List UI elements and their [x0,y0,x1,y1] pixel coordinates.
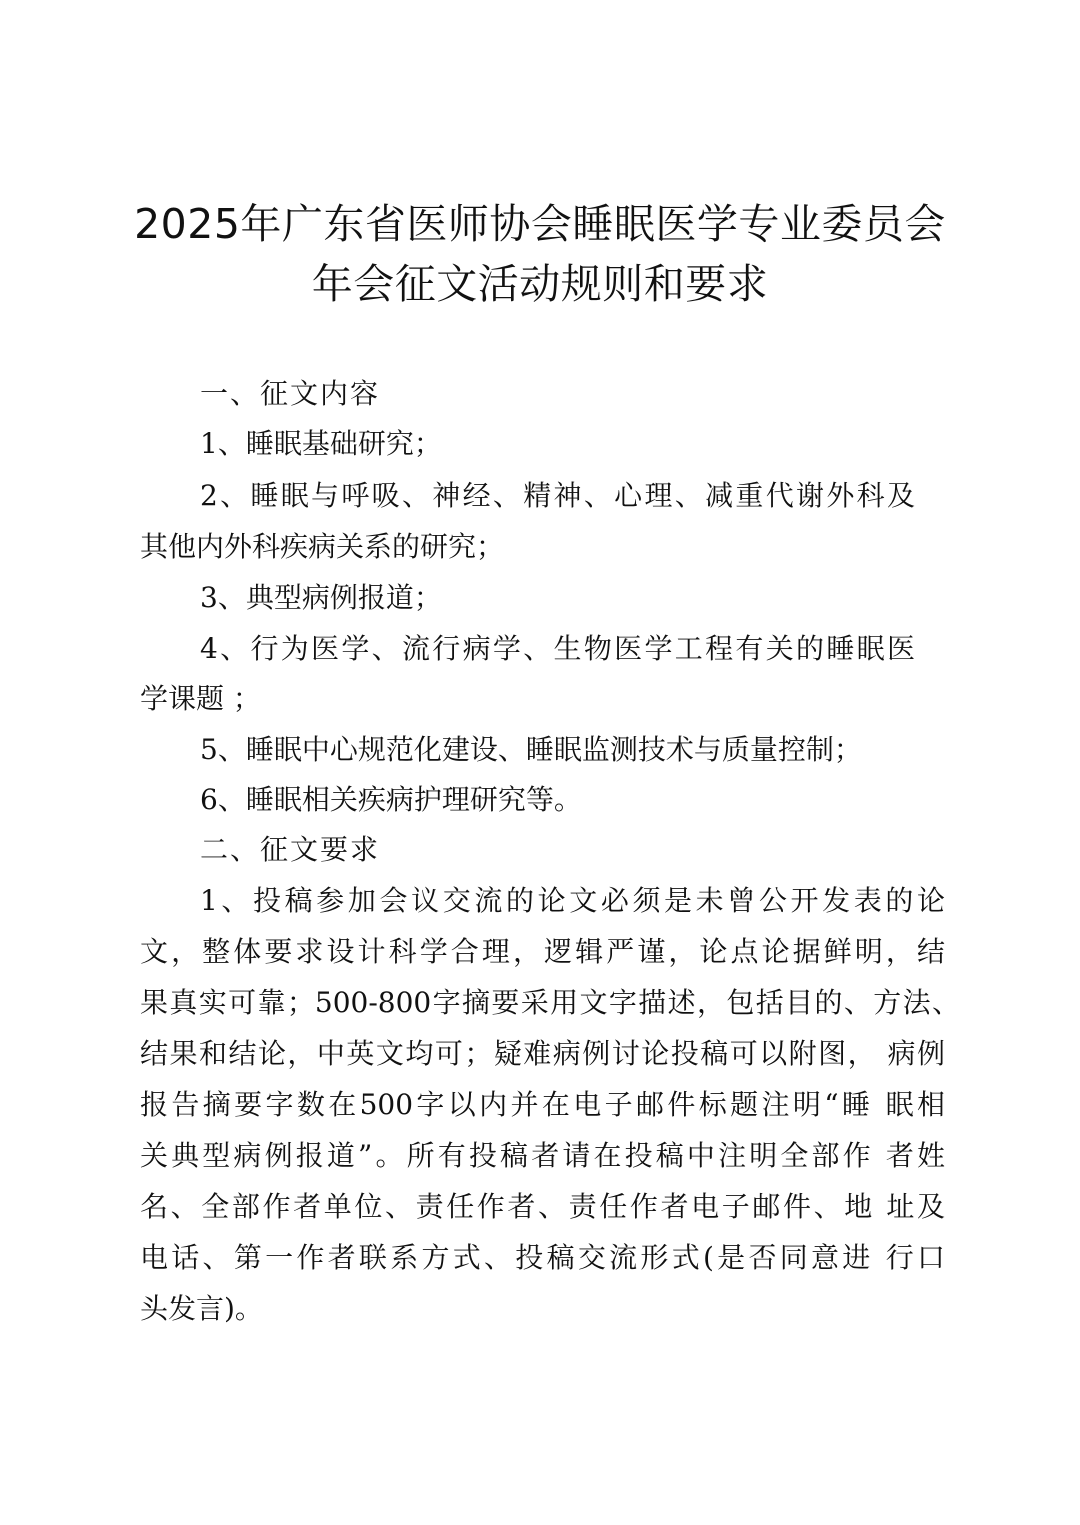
document-title-line-1: 2025年广东省医师协会睡眠医学专业委员会 [134,200,946,248]
requirement-line-4: 结果和结论，中英文均可；疑难病例讨论投稿可以附图， 病例 [140,1037,945,1070]
requirement-line-1: 1、投稿参加会议交流的论文必须是未曾公开发表的论 [200,884,945,917]
content-item-4-continued: 学课题 ； [140,682,261,715]
content-item-6: 6、睡眠相关疾病护理研究等。 [200,783,582,816]
content-item-4: 4、行为医学、流行病学、生物医学工程有关的睡眠医 [200,632,915,665]
content-item-5: 5、睡眠中心规范化建设、睡眠监测技术与质量控制； [200,733,862,766]
section-heading-content: 一、征文内容 [200,377,381,410]
requirement-line-8: 电话、第一作者联系方式、投稿交流形式(是否同意进 行口 [140,1241,945,1274]
requirement-line-9: 头发言)。 [140,1292,263,1325]
document-title-line-2: 年会征文活动规则和要求 [311,260,769,308]
content-item-2-continued: 其他内外科疾病关系的研究； [140,530,505,563]
requirement-line-5: 报告摘要字数在500字以内并在电子邮件标题注明“睡 眠相 [140,1088,945,1121]
requirement-line-6: 关典型病例报道”。所有投稿者请在投稿中注明全部作 者姓 [140,1139,945,1172]
section-heading-requirements: 二、征文要求 [200,833,381,866]
content-item-1: 1、睡眠基础研究； [200,427,442,460]
requirement-line-3: 果真实可靠；500-800字摘要采用文字描述，包括目的、方法、 [140,986,960,1019]
requirement-line-7: 名、全部作者单位、责任作者、责任作者电子邮件、地 址及 [140,1190,945,1223]
requirement-line-2: 文，整体要求设计科学合理，逻辑严谨，论点论据鲜明，结 [140,935,945,968]
content-item-3: 3、典型病例报道； [200,581,442,614]
content-item-2: 2、睡眠与呼吸、神经、精神、心理、减重代谢外科及 [200,479,915,512]
